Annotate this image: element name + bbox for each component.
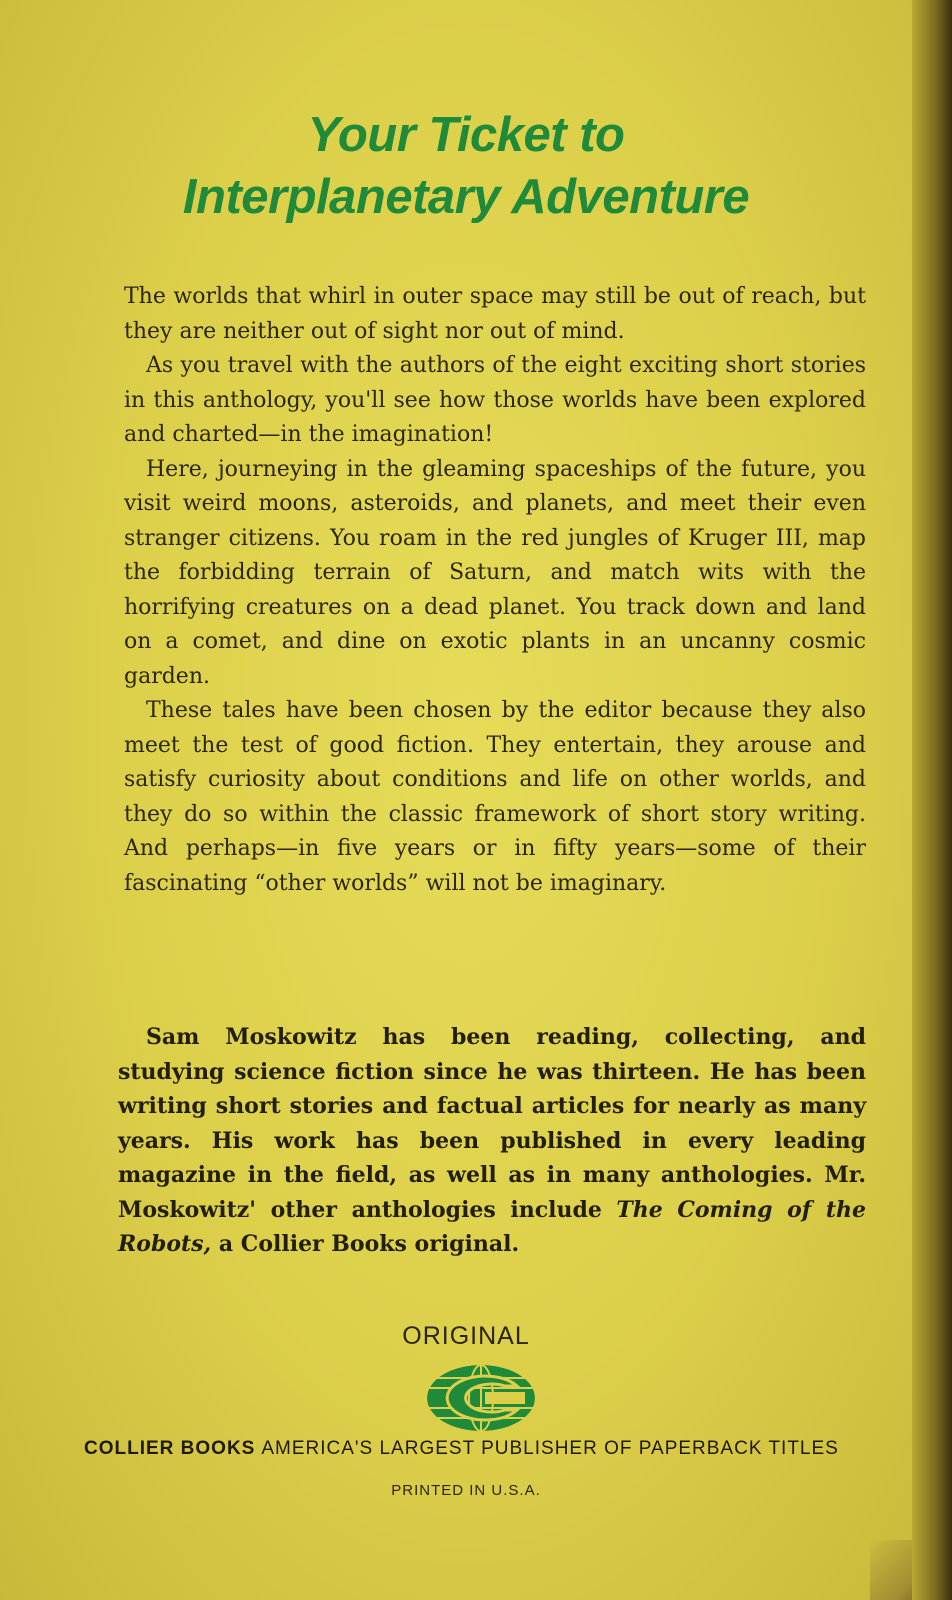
spine-edge [912, 0, 952, 1600]
paragraph-3: Here, journeying in the gleaming spaceships of the future, you visit weird moons, asteroids, and planets, and meet their even stranger citizens. You roam in the red jungles of Kruger III, map the forbidding terrain of Saturn, and match wits with the horrifying creatures on a dead planet. You track down and land on a comet, and dine on exotic plants in an uncanny cosmic garden. [124, 456, 866, 689]
original-label: ORIGINAL [402, 1322, 530, 1350]
headline-line-1: Your Ticket to [307, 108, 625, 162]
headline [0, 104, 932, 228]
bio-text-before: Sam Moskowitz has been reading, collecting, and studying science fiction since he was thirteen. He has been writing short stories and factual articles for nearly as many years. His work has been published in every leading magazine in the field, as well as in many anthologies. Mr. Moskowitz' other anthologies include [118, 1024, 866, 1223]
paragraph-2: As you travel with the authors of the eight exciting short stories in this anthology, you'll see how those worlds have been explored and charted—in the imagination! [124, 353, 866, 447]
bio-text-after: a Collier Books original. [211, 1231, 520, 1257]
publisher-brand: COLLIER BOOKS [84, 1438, 256, 1459]
bio-book-title: The Coming of the Robots, [118, 1196, 866, 1257]
paragraph-1: The worlds that whirl in outer space may still be out of reach, but they are neither out of sight nor out of mind. [124, 284, 866, 344]
publisher-line [84, 1438, 932, 1460]
collier-globe-c-icon [425, 1364, 537, 1432]
editor-bio [118, 1020, 866, 1262]
printed-in-label: PRINTED IN U.S.A. [391, 1482, 541, 1499]
headline-line-2: Interplanetary Adventure [182, 170, 750, 224]
description-text [124, 280, 866, 901]
bio-paragraph [118, 1020, 866, 1262]
paragraph-4: These tales have been chosen by the editor because they also meet the test of good fiction. They entertain, they arouse and satisfy curiosity about conditions and life on other worlds, and they do so within the classic framework of short story writing. And perhaps—in five years or in fifty years—some of their fascinating “other worlds” will not be imaginary. [124, 698, 866, 896]
publisher-tagline: AMERICA'S LARGEST PUBLISHER OF PAPERBACK TITLES [261, 1438, 839, 1459]
